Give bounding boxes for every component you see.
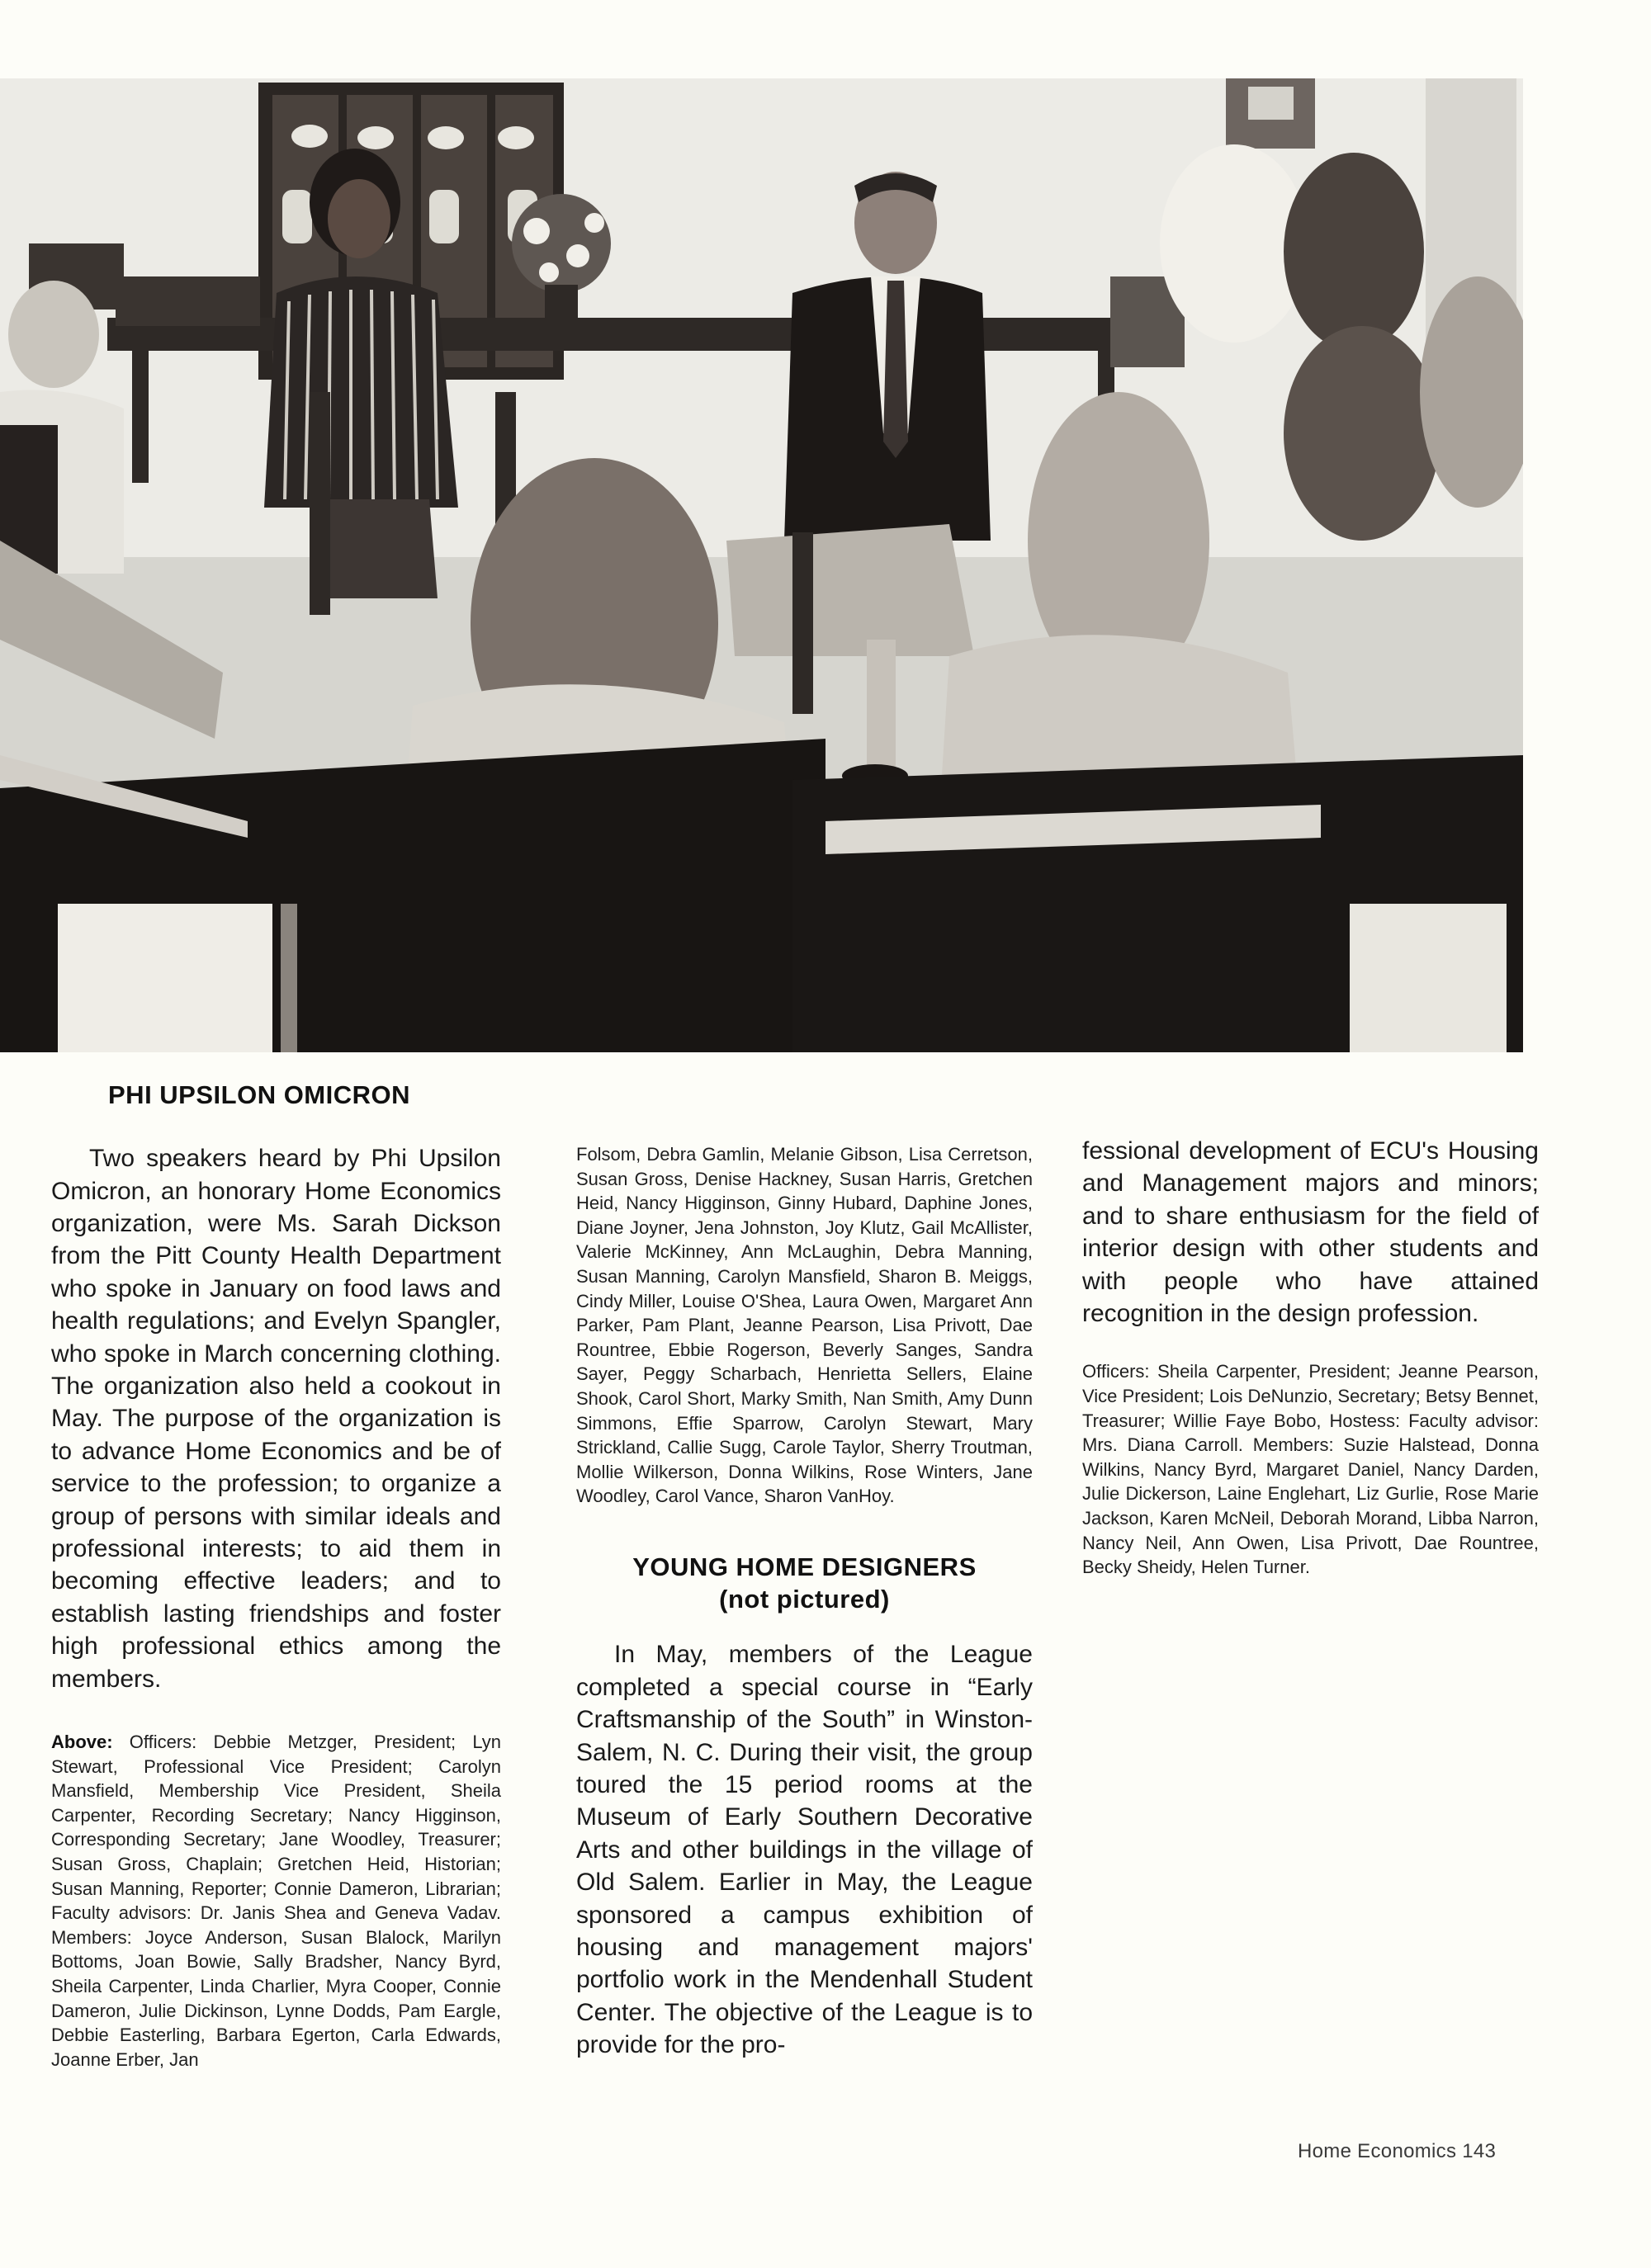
dining-table	[107, 318, 1139, 351]
young-home-designers-body-continued: fessional development of ECU's Housing and Management majors and minors; and to share enthusiasm for the field of interior design with other students and with people who have attained recognition in the design profession.	[1082, 1137, 1539, 1328]
phi-upsilon-omicron-body: Two speakers heard by Phi Upsilon Omicron, an honorary Home Economics organization, were Ms. Sarah Dickson from the Pitt County Health Department who spoke in January on food laws and health regulations; and Evelyn Spangler, who spoke in March concerning clothing. The organization also held a cookout in May. The purpose of the organization is to advance Home Economics and be of service to the profession; to organize a group of persons with similar ideals and professional interests; to aid them in becoming effective leaders; and to establish lasting friendships and foster high professional ethics among the members.	[51, 1145, 501, 1693]
young-home-designers-title: YOUNG HOME DESIGNERS	[632, 1552, 977, 1581]
young-home-designers-roster: Officers: Sheila Carpenter, President; Jeanne Pearson, Vice President; Lois DeNunzio, Secretary; Betsy Bennet, Treasurer; Willie Faye Bobo, Hostess: Faculty advisor: Mrs. Diana Carroll. Members: Suzie Halstead, Donna Wilkins, Nancy Byrd, Margaret Daniel, Nancy Darden, Julie Dickerson, Laine Englehart, Liz Gurlie, Rose Marie Jackson, Karen McNeil, Deborah Morand, Libba Narron, Nancy Neil, Ann Owen, Lisa Privott, Dae Rountree, Becky Sheidy, Helen Turner.	[1082, 1361, 1539, 1578]
photo-illustration	[0, 78, 1523, 1052]
meeting-photograph	[0, 78, 1523, 1052]
column-2	[576, 1142, 1033, 2062]
page-folio	[1298, 2140, 1496, 2163]
not-pictured-subheading: (not pictured)	[719, 1584, 890, 1614]
young-home-designers-heading	[576, 1552, 1033, 1616]
young-home-designers-body: In May, members of the League completed a special course in “Early Craftsmanship of the South” in Winston-Salem, N. C. During their visit, the group toured the 15 period rooms at the Museum of Early Southern Decorative Arts and other buildings in the village of Old Salem. Earlier in May, the League sponsored a campus exhibition of housing and management majors' portfolio work in the Mendenhall Student Center. The objective of the League is to provide for the pro-	[576, 1641, 1033, 2059]
member-list-continued: Folsom, Debra Gamlin, Melanie Gibson, Lisa Cerretson, Susan Gross, Denise Hackney, Susan Harris, Gretchen Heid, Nancy Higginson, Ginny Hubard, Daphine Jones, Diane Joyner, Jena Johnston, Joy Klutz, Gail McAllister, Valerie McKinney, Ann McLaughin, Debra Manning, Susan Manning, Carolyn Mansfield, Sharon B. Meiggs, Cindy Miller, Louise O'Shea, Laura Owen, Margaret Ann Parker, Pam Plant, Jeanne Pearson, Lisa Privott, Dae Rountree, Ebbie Rogerson, Beverly Sanges, Sandra Sayer, Peggy Scharbach, Henrietta Sellers, Elaine Shook, Carol Short, Marky Smith, Nan Smith, Amy Dunn Simmons, Effie Sparrow, Carolyn Stewart, Mary Strickland, Callie Sugg, Carole Taylor, Sherry Troutman, Mollie Wilkerson, Donna Wilkins, Rose Winters, Jane Woodley, Carol Vance, Sharon VanHoy.	[576, 1144, 1033, 1507]
foreground-furniture	[0, 739, 1523, 1052]
phi-upsilon-omicron-heading: PHI UPSILON OMICRON	[108, 1080, 411, 1109]
column-3	[1082, 1135, 1539, 1580]
caption-text: Officers: Debbie Metzger, President; Lyn Stewart, Professional Vice President; Carolyn Mansfield, Membership Vice President, Sheila Carpenter, Recording Secretary; Nancy Higginson, Corresponding Secretary; Jane Woodley, Treasurer; Susan Gross, Chaplain; Gretchen Heid, Historian; Susan Manning, Reporter; Connie Dameron, Librarian; Faculty advisors: Dr. Janis Shea and Geneva Vadav. Members: Joyce Anderson, Susan Blalock, Marilyn Bottoms, Joan Bowie, Sally Bradsher, Nancy Byrd, Sheila Carpenter, Linda Charlier, Myra Cooper, Connie Dameron, Julie Dickinson, Lynne Dodds, Pam Eargle, Debbie Easterling, Barbara Egerton, Carla Edwards, Joanne Erber, Jan	[51, 1732, 501, 2070]
photo-caption	[51, 1730, 501, 2072]
folio-section: Home Economics	[1298, 2140, 1457, 2162]
caption-label: Above:	[51, 1732, 113, 1752]
column-1	[51, 1081, 501, 2072]
page-number: 143	[1462, 2140, 1497, 2162]
